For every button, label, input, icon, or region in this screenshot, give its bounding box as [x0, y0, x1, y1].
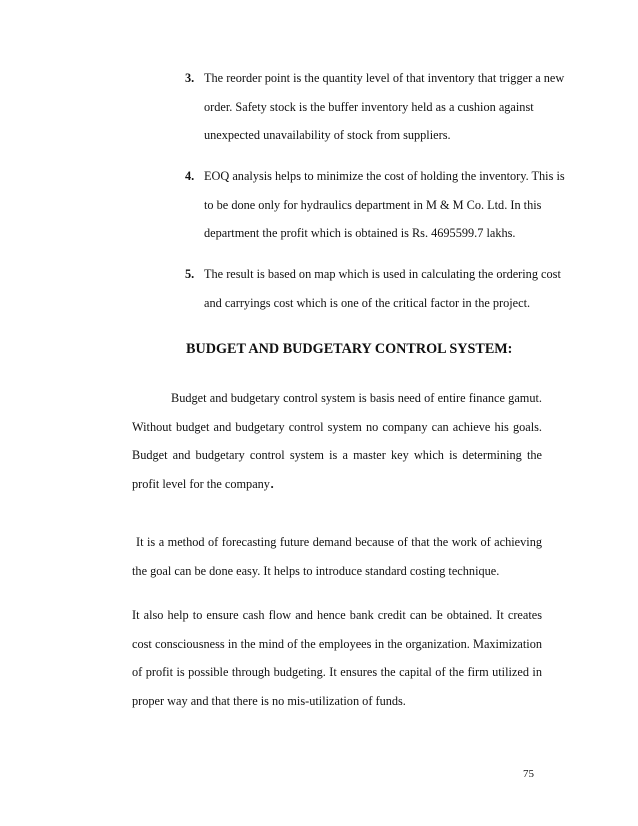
list-item-5 [185, 260, 565, 317]
section-heading: BUDGET AND BUDGETARY CONTROL SYSTEM: [186, 341, 513, 357]
list-item-3 [185, 64, 565, 150]
paragraph-text: Budget and budgetary control system is basis need of entire finance gamut. Without budget and budgetary control system no company can achieve his goals. Budget and budgetary control system is a master key which is determining the profit level for the company [132, 391, 542, 491]
list-item-number: 5. [185, 267, 195, 281]
list-item-text: The reorder point is the quantity level of that inventory that trigger a new order. Safety stock is the buffer inventory held as a cushion against unexpected unavailability of stock from suppliers. [204, 71, 565, 142]
paragraph-1 [132, 384, 542, 498]
paragraph-end-mark: . [269, 472, 275, 492]
paragraph-2 [132, 528, 542, 585]
list-item-text: EOQ analysis helps to minimize the cost of holding the inventory. This is to be done only for hydraulics department in M & M Co. Ltd. In this department the profit which is obtained is Rs. 4695599.7 lakhs. [204, 169, 565, 240]
list-item-number: 3. [185, 71, 195, 85]
page-number: 75 [523, 768, 534, 780]
paragraph-3 [132, 601, 542, 715]
paragraph-text: It also help to ensure cash flow and hence bank credit can be obtained. It creates cost consciousness in the mind of the employees in the organization. Maximization of profit is possible through budgeting. It ensures the capital of the firm utilized in proper way and that there is no mis-utilization of funds. [132, 608, 542, 708]
list-item-text: The result is based on map which is used in calculating the ordering cost and carryings cost which is one of the critical factor in the project. [204, 267, 561, 310]
paragraph-text: It is a method of forecasting future demand because of that the work of achieving the goal can be done easy. It helps to introduce standard costing technique. [132, 535, 542, 578]
list-item-number: 4. [185, 169, 195, 183]
list-item-4 [185, 162, 565, 248]
